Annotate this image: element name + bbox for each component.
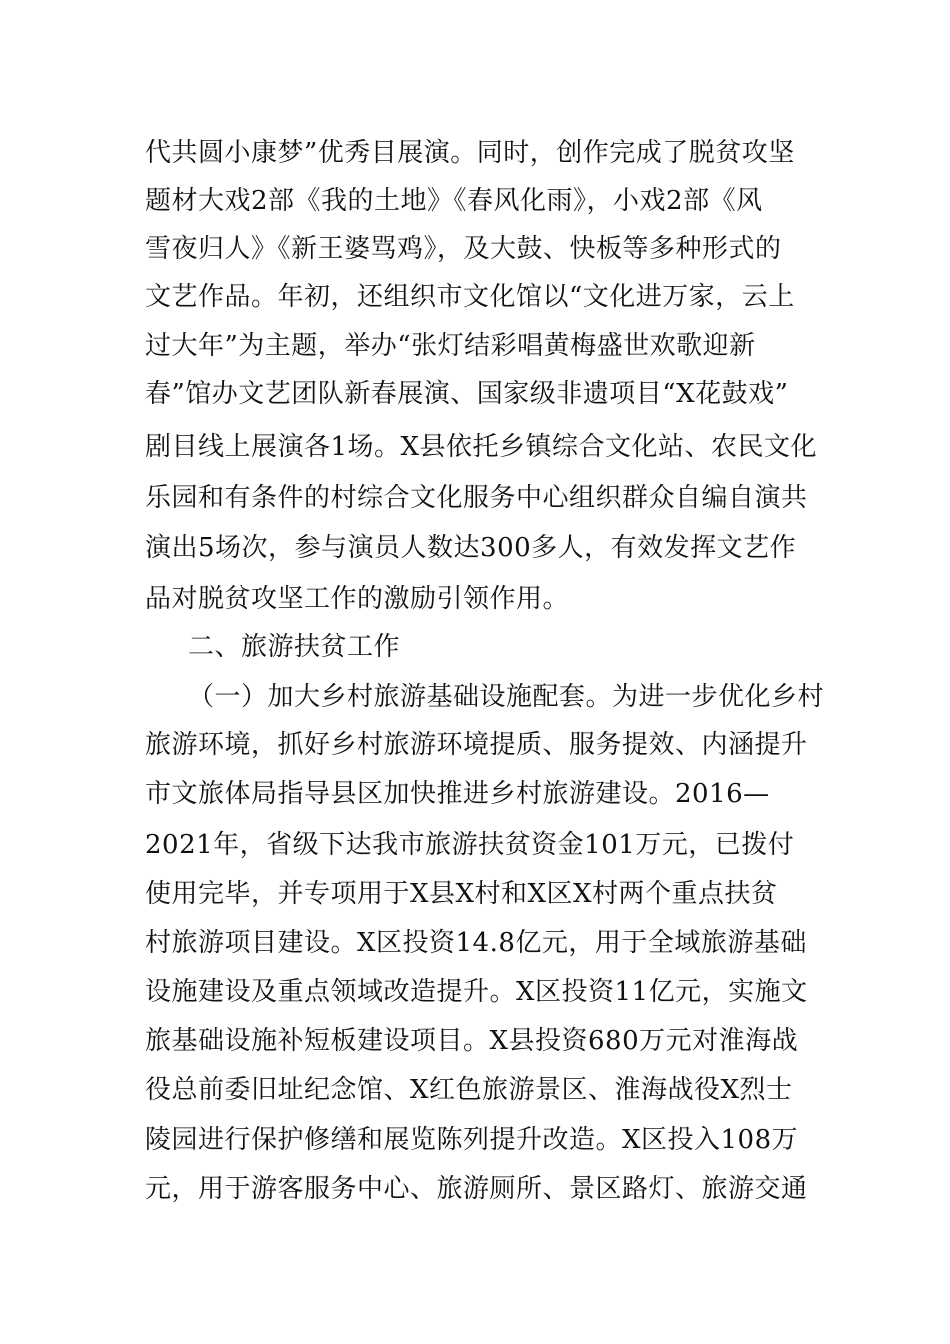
text-line: 2021年，省级下达我市旅游扶贫资金101万元，已拨付 <box>145 830 795 860</box>
subsection-paragraph-start: （一）加大乡村旅游基础设施配套。为进一步优化乡村 <box>188 682 825 712</box>
text-line: 设施建设及重点领域改造提升。X区投资11亿元，实施文 <box>145 977 808 1007</box>
text-line: 村旅游项目建设。X区投资14.8亿元，用于全域旅游基础 <box>145 928 807 958</box>
text-line: 元，用于游客服务中心、旅游厕所、景区路灯、旅游交通 <box>145 1174 808 1204</box>
text-line: 代共圆小康梦”优秀目展演。同时，创作完成了脱贫攻坚 <box>145 138 795 168</box>
text-line: 陵园进行保护修缮和展览陈列提升改造。X区投入108万 <box>145 1125 799 1155</box>
text-line: 市文旅体局指导县区加快推进乡村旅游建设。2016— <box>145 779 770 809</box>
text-line: 役总前委旧址纪念馆、X红色旅游景区、淮海战役X烈士 <box>145 1075 793 1105</box>
text-line: 题材大戏2部《我的土地》《春风化雨》，小戏2部《风 <box>145 186 763 216</box>
text-line: 过大年”为主题，举办“张灯结彩唱黄梅盛世欢歌迎新 <box>145 331 756 361</box>
text-line: 品对脱贫攻坚工作的激励引领作用。 <box>145 584 570 614</box>
text-line: 乐园和有条件的村综合文化服务中心组织群众自编自演共 <box>145 483 808 513</box>
text-line: 演出5场次，参与演员人数达300多人，有效发挥文艺作 <box>145 533 797 563</box>
text-line: 旅游环境，抓好乡村旅游环境提质、服务提效、内涵提升 <box>145 730 808 760</box>
text-line: 雪夜归人》《新王婆骂鸡》，及大鼓、快板等多种形式的 <box>145 234 782 264</box>
text-line: 春”馆办文艺团队新春展演、国家级非遗项目“X花鼓戏” <box>145 379 789 409</box>
text-line: 文艺作品。年初，还组织市文化馆以“文化进万家，云上 <box>145 282 795 312</box>
text-line: 旅基础设施补短板建设项目。X县投资680万元对淮海战 <box>145 1026 799 1056</box>
text-line: 使用完毕，并专项用于X县X村和X区X村两个重点扶贫 <box>145 879 778 909</box>
section-heading: 二、旅游扶贫工作 <box>188 632 401 662</box>
text-line: 剧目线上展演各1场。X县依托乡镇综合文化站、农民文化 <box>145 432 818 462</box>
